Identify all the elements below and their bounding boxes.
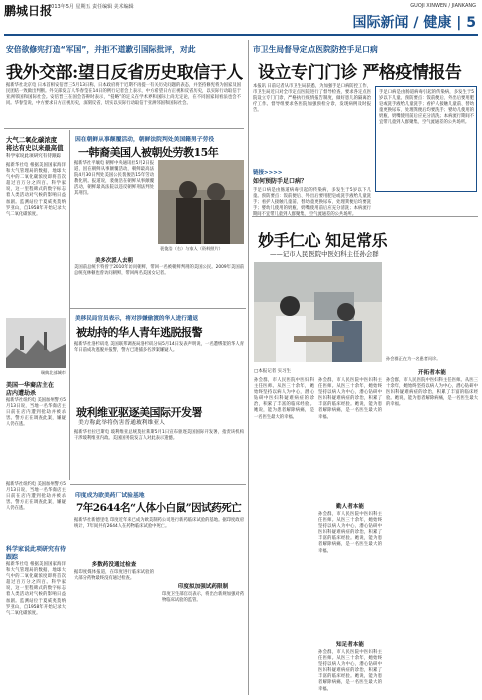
city-photo-icon [6, 318, 66, 368]
section-meta: GUOJI XINWEN / JIANKANG [410, 3, 476, 9]
korea-sub-title: 美多次派人去朝 [95, 258, 133, 264]
feature-body-right: 孙会群，市人民医院中医妇科主任医师。从医三十余年，她始终坚持以病人为中心，潜心钻研中医妇科疑难病症的诊治，积累了丰富的临床经验。她说，能为患者解除病痛，是一名医生最大的幸福。 [386, 378, 478, 408]
right-sub-body: 手足口病是由肠道病毒引起的传染病，多发生于5岁以下儿童。预防要点：饭前便后、外出后要用肥皂或洗手液给儿童洗手；看护人接触儿童前、替幼童更换尿布、处理粪便后均要洗手；婴幼儿使用的奶瓶、奶嘴使用前后应充分清洗；本病流行期间不宜带儿童到人群聚集、空气流通差的公共场所。 [253, 188, 371, 218]
divider [70, 484, 246, 485]
feature-body-col1: 孙会群，市人民医院中医妇科主任医师。从医三十余年，她始终坚持以病人为中心，潜心钻研中医妇科疑难病症的诊治，积累了丰富的临床经验。她说，能为患者解除病痛，是一名医生最大的幸福。 [254, 378, 314, 420]
tips-text: 手足口病是由肠道病毒引起的传染病，多发生于5岁以下儿童。预防要点：饭前便后、外出后要用肥皂或洗手液给儿童洗手；看护人接触儿童前、替幼童更换尿布、处理粪便后均要洗手；婴幼儿使用的奶瓶、奶嘴使用前后应充分清洗；本病流行期间不宜带儿童到人群聚集、空气流通差的公共场所。 [379, 90, 474, 126]
bolivia-body: 据新华社拉巴斯电 玻利维亚总统莫拉莱斯5月1日宣布驱逐美国国际开发署，指责该机构干涉玻利维亚内政。美国国务院发言人对此表示遗憾。 [74, 430, 244, 442]
left-kicker: 安倍欲修宪打造“军国”，并拒不道歉引国际批评，对此 [6, 45, 196, 54]
feature-body-col2: 孙会群，市人民医院中医妇科主任医师。从医三十余年，她始终坚持以病人为中心，潜心钻研中医妇科疑难病症的诊治，积累了丰富的临床经验。她说，能为患者解除病痛，是一名医生最大的幸福。 [318, 378, 382, 420]
feature-sub-title3: 知足者本能 [336, 642, 364, 648]
co2-sub: 科学家说此项研究有待跟踪 [6, 154, 62, 159]
co2-headline: 大气二氧化碳浓度 将达有史以来最高值 [6, 136, 64, 152]
divider [70, 308, 246, 309]
right-sub-kicker: 链接>>>> [253, 170, 283, 176]
date-meta: 2013年5月 星期五 责任编辑 美术编辑 [48, 4, 134, 10]
korea-kicker: 因在朝鲜从事颠覆活动，朝鲜法院判处美国籍男子劳役 [75, 137, 215, 143]
korea-headline: 一韩裔美国人被朝处劳教15年 [78, 146, 219, 159]
feature-headline: 妙手仁心 知足常乐 [258, 231, 388, 250]
city-photo-caption: 瑞典北部城市 [40, 370, 66, 375]
visa-body: 据新华社洛杉矶电 美国联邦调查局洛杉矶分局5月14日发表声明说，一名遭绑架的华人青年日前成功逃脱并报警，警方已逮捕多名涉案嫌疑人。 [74, 342, 244, 354]
bolivia-headline: 玻利维亚驱逐美国际开发署 [76, 406, 202, 419]
left-body: 据新华社北京电 日本首相安倍晋三5月13日称，日本政府将于近期不再提一有关历史问题的表态，并坚持修宪将为国家及国民团结一致做出判断。外交部发言人华春莹在14日的例行记者会上表示，中方希望日方正视和反省历史，以实际行动取信于亚洲邻国和国际社会。安倍晋三在国会答辩时表示，“侵略”的定义在学术界和国际上尚无定论，在不同国家间看法也会不同。华春莹说，中方要求日方正视历史，深刻反省，切实以实际行动取信于亚洲邻国和国际社会。 [6, 83, 241, 107]
left-headline: 我外交部:望日反省历史取信于人 [6, 63, 243, 83]
center-divider [248, 40, 249, 695]
feature-sub-title-right: 开拓者本能 [418, 370, 446, 376]
india-sub-title2: 印度拟加强试药限制 [177, 584, 229, 590]
right-headline: 设立专门门诊 严格疫情报告 [258, 63, 462, 83]
co2-body: 据新华社电 根据美国国家海洋和大气管理局的数据，地球大气中的二氧化碳浓度即将首次超过百万分之四百。科学家说，这一里程碑式的数字标志着人类活动对气候的影响日益加剧。监测站位于夏威夷莫纳罗亚山，自1958年开始记录大气二氧化碳浓度。 [6, 163, 66, 217]
store-headline: 美国一华裔店主在 店内遭劫杀 [6, 382, 55, 397]
feature-sub-title: 勤人者本能 [336, 504, 364, 510]
korea-photo [158, 160, 244, 244]
visa-kicker: 美移民局官员表示，将对涉嫌偷渡的华人进行遣返 [75, 316, 199, 322]
india-sub-title: 多数药没通过检查 [91, 562, 137, 568]
left-bottom-body: 据新华社电 根据美国国家海洋和大气管理局的数据，地球大气中的二氧化碳浓度即将首次超过百万分之四百。科学家说，这一里程碑式的数字标志着人类活动对气候的影响日益加剧。监测站位于夏威夷莫纳罗亚山，自1958年开始记录大气二氧化碳浓度。 [6, 562, 66, 616]
right-sub-title: 如何预防手足口病？ [253, 178, 308, 185]
right-body: 本报讯 日前记者从市卫生局获悉，为加强手足口病防控工作，市卫生局近日对全市定点医院进行了督导检查，要求各定点医院设立专门门诊，严格执行疫情报告制度，做好患儿的隔离治疗工作。督导组要求各医院加强预检分诊，发现病例及时报告。 [253, 84, 371, 114]
people-photo-icon [158, 160, 244, 244]
tips-box [375, 86, 477, 192]
right-kicker: 市卫生局督导定点医院防控手足口病 [253, 45, 378, 54]
india-kicker: 印度成为欧美药厂试验基地 [75, 493, 145, 499]
india-headline: 7年2644名“人体小白鼠”因试药死亡 [76, 502, 242, 514]
left-bottom-headline: 科学家说此项研究有待跟踪 [6, 546, 67, 561]
feature-photo [254, 262, 382, 362]
korea-body: 据新华社平壤电 朝鲜中央通讯社5月2日报道，因在朝鲜从事颠覆活动，朝鲜最高法院4月30日判处美国公民裴俊浩15年劳动教化刑。报道说，裴俊浩在朝鲜从事颠覆活动，朝鲜最高法院以违反朝鲜刑法判处其刑罚。 [74, 161, 154, 197]
divider [4, 128, 244, 129]
divider [252, 216, 478, 217]
city-photo [6, 318, 66, 368]
doctor-photo-icon [254, 262, 382, 362]
column-divider [69, 130, 70, 480]
section-tag [353, 12, 476, 32]
store-body: 据新华社纽约电 美国加州警方5月13日说，当地一名华裔店主日前在店内遭到抢劫并被杀害。警方正在调查此案，嫌疑人仍在逃。 [6, 398, 66, 428]
newspaper-logo: 鹏城日报 [4, 4, 53, 18]
korea-photo-caption: 裴俊浩（右）与家人（资料照片） [160, 246, 223, 251]
left-col-body: 据新华社纽约电 美国加州警方5月13日说，当地一名华裔店主日前在店内遭到抢劫并被杀害。警方正在调查此案，嫌疑人仍在逃。 [6, 482, 66, 512]
bolivia-sub: 美方称此举将伤害普通玻利维亚人 [78, 420, 165, 426]
india-sub-body: 据印度媒体报道，在印度进行临床试验的大部分药物最终没有通过检查。 [74, 570, 154, 582]
section-title: 国际新闻 / 健康 | 5 [352, 15, 476, 31]
feature-byline: □本报记者 实习生 [254, 369, 292, 374]
india-body: 据新华社新德里电 印度近年来已成为欧美制药公司进行新药临床试验的基地。据印度政府统计，7年间共有2644人在药物临床试验中死亡。 [74, 518, 244, 530]
feature-body-col4: 孙会群，市人民医院中医妇科主任医师。从医三十余年，她始终坚持以病人为中心，潜心钻研中医妇科疑难病症的诊治，积累了丰富的临床经验。她说，能为患者解除病痛，是一名医生最大的幸福。 [318, 650, 382, 692]
feature-sub: ——记市人民医院中医妇科主任孙会群 [270, 250, 379, 258]
feature-body-col3: 孙会群，市人民医院中医妇科主任医师。从医三十余年，她始终坚持以病人为中心，潜心钻研中医妇科疑难病症的诊治，积累了丰富的临床经验。她说，能为患者解除病痛，是一名医生最大的幸福。 [318, 512, 382, 554]
korea-sub-body: 美国前总统卡特曾于2010年访问朝鲜，带回一名被朝鲜判刑的美国公民。2009年美国前总统克林顿也曾访问朝鲜，带回两名美国女记者。 [74, 265, 244, 277]
masthead-rule [4, 34, 478, 36]
india-sub-body2: 印度卫生部官员表示，将出台新规加强对药物临床试验的监管。 [162, 592, 244, 604]
visa-headline: 被劫持的华人青年逃脱报警 [76, 326, 202, 339]
feature-photo-caption: 孙会群正在为一名患者问诊。 [386, 356, 441, 361]
